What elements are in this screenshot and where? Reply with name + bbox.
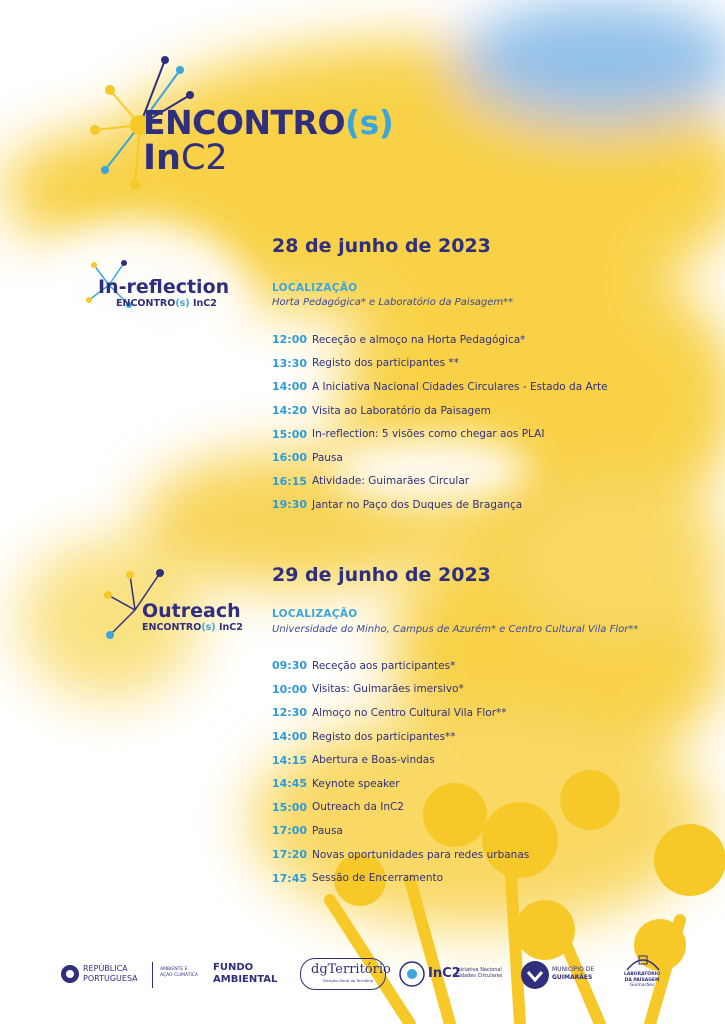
day-2-location-label: LOCALIZAÇÃO: [272, 608, 358, 620]
day-1-schedule: [272, 328, 608, 517]
inc2-logo: InC2: [428, 966, 461, 981]
schedule-item: 12:30 Almoço no Centro Cultural Vila Flor**: [272, 706, 507, 720]
schedule-item: 10:00 Visitas: Guimarães imersivo*: [272, 682, 464, 696]
republica-emblem-icon: [60, 962, 80, 986]
schedule-item: 19:30 Jantar no Paço dos Duques de Bragança: [272, 498, 523, 512]
municipio-logo: MUNICÍPIO DE GUIMARÃES: [552, 966, 595, 981]
day-1-location-text: Horta Pedagógica* e Laboratório da Paisagem**: [272, 297, 514, 308]
schedule-item: 14:00 A Iniciativa Nacional Cidades Circulares - Estado da Arte: [272, 380, 608, 394]
schedule-item: 13:30 Registo dos participantes **: [272, 356, 459, 370]
schedule-item: 14:20 Visita ao Laboratório da Paisagem: [272, 404, 491, 418]
logo-subtitle: InC2: [143, 138, 228, 178]
schedule-item: 09:30 Receção aos participantes*: [272, 659, 456, 673]
schedule-item: 16:15 Atividade: Guimarães Circular: [272, 474, 470, 488]
inc2-logo-subtitle: Iniciativa Nacional Cidades Circulares: [456, 967, 503, 979]
fundo-ambiental-logo: FUNDO AMBIENTAL: [213, 962, 278, 985]
schedule-item: 14:15 Abertura e Boas-vindas: [272, 753, 435, 767]
schedule-item: 17:45 Sessão de Encerramento: [272, 871, 444, 885]
day-1-location-label: LOCALIZAÇÃO: [272, 282, 358, 294]
logo-title: ENCONTRO(s): [143, 103, 394, 142]
day-2-schedule: [272, 654, 529, 890]
schedule-item: 17:00 Pausa: [272, 824, 343, 838]
schedule-item: 14:45 Keynote speaker: [272, 777, 400, 791]
laboratorio-emblem-icon: [625, 950, 661, 972]
schedule-item: 15:00 Outreach da InC2: [272, 800, 404, 814]
outreach-badge: Outreach ENCONTRO(s) InC2: [142, 600, 243, 633]
footer-divider: [152, 962, 153, 988]
footer-logos: [0, 950, 725, 1000]
guimaraes-emblem-icon: [520, 960, 550, 990]
dgterritorio-logo: dgTerritório Direção-Geral do Território: [300, 958, 386, 990]
republica-logo: REPÚBLICA PORTUGUESA: [83, 964, 138, 983]
ambiente-logo: AMBIENTE E AÇÃO CLIMÁTICA: [160, 967, 198, 978]
day-2-location-text: Universidade do Minho, Campus de Azurém* e Centro Cultural Vila Flor**: [272, 624, 639, 635]
schedule-item: 12:00 Receção e almoço na Horta Pedagógica*: [272, 333, 526, 347]
schedule-item: 16:00 Pausa: [272, 451, 343, 465]
schedule-item: 14:00 Registo dos participantes**: [272, 730, 456, 744]
day-2-date: 29 de junho de 2023: [272, 564, 491, 586]
in-reflection-badge: In-reflection ENCONTRO(s) InC2: [98, 276, 230, 309]
schedule-item: 17:20 Novas oportunidades para redes urbanas: [272, 848, 530, 862]
schedule-item: 15:00 In-reflection: 5 visões como chegar aos PLAI: [272, 427, 545, 441]
inc2-emblem-icon: [398, 960, 426, 988]
laboratorio-logo: LABORATÓRIO DA PAISAGEM Guimarães: [624, 972, 661, 988]
day-1-date: 28 de junho de 2023: [272, 235, 491, 257]
